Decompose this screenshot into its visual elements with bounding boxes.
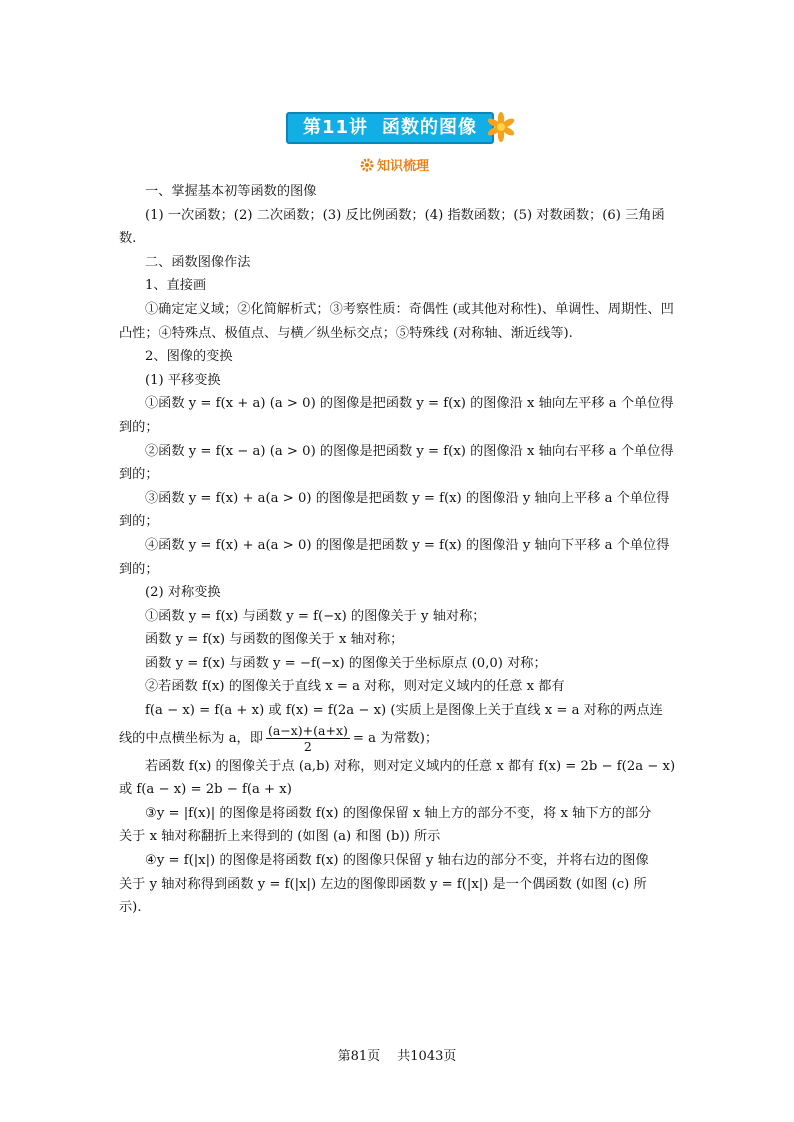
text-line: ①函数 y = f(x + a) (a > 0) 的图像是把函数 y = f(x) 的图像沿 x 轴向左平移 a 个单位得 (145, 396, 674, 412)
text-line: 到的； (119, 467, 159, 483)
text-line: 到的； (119, 561, 159, 577)
text-line: 示). (119, 900, 142, 916)
text-line: 凸性；④特殊点、极值点、与横／纵坐标交点；⑤特殊线 (对称轴、渐近线等). (119, 325, 573, 341)
text-line: ④y = f(|x|) 的图像是将函数 f(x) 的图像只保留 y 轴右边的部分不变，并将右边的图像 (145, 853, 649, 869)
text-line: (1) 一次函数；(2) 二次函数；(3) 反比例函数；(4) 指数函数；(5) 对数函数；(6) 三角函 (145, 207, 665, 223)
text-line: 2、图像的变换 (145, 349, 233, 365)
text-line: 到的； (119, 514, 159, 530)
flower-icon (486, 110, 516, 146)
text-fragment: = a 为常数)； (352, 730, 439, 746)
text-line: 关于 y 轴对称得到函数 y = f(|x|) 左边的图像即函数 y = f(|x|) 是一个偶函数 (如图 (c) 所 (119, 876, 647, 892)
content-body (119, 180, 679, 920)
lecture-title-banner (286, 110, 516, 146)
lecture-title-box (286, 112, 494, 144)
text-line: 函数 y = f(x) 与函数的图像关于 x 轴对称； (145, 632, 404, 648)
text-line: 若函数 f(x) 的图像关于点 (a,b) 对称，则对定义域内的任意 x 都有 f(x) = 2b − f(2a − x) (145, 758, 676, 774)
text-line: ①函数 y = f(x) 与函数 y = f(−x) 的图像关于 y 轴对称； (145, 608, 486, 624)
lecture-number: 第11讲 (302, 117, 369, 138)
page-footer: 第81页 共1043页 (337, 1049, 457, 1064)
text-line: ④函数 y = f(x) + a(a > 0) 的图像是把函数 y = f(x) 的图像沿 y 轴向下平移 a 个单位得 (145, 537, 670, 553)
text-line: f(a − x) = f(a + x) 或 f(x) = f(2a − x) (实质上是图像上关于直线 x = a 对称的两点连 (145, 703, 663, 719)
text-line: 数. (119, 231, 137, 247)
text-line: ①确定定义域；②化简解析式；③考察性质：奇偶性 (或其他对称性)、单调性、周期性、凹 (145, 301, 674, 317)
text-line: ②若函数 f(x) 的图像关于直线 x = a 对称，则对定义域内的任意 x 都有 (145, 679, 565, 695)
text-line: ③函数 y = f(x) + a(a > 0) 的图像是把函数 y = f(x) 的图像沿 y 轴向上平移 a 个单位得 (145, 490, 670, 506)
text-line: 关于 x 轴对称翻折上来得到的 (如图 (a) 和图 (b)) 所示 (119, 829, 441, 845)
text-line: 函数 y = f(x) 与函数 y = −f(−x) 的图像关于坐标原点 (0,0) 对称； (145, 655, 547, 671)
section-heading-text: 知识梳理 (377, 159, 430, 174)
text-line: 一、掌握基本初等函数的图像 (145, 184, 317, 199)
lecture-title: 函数的图像 (382, 117, 478, 138)
text-line: ②函数 y = f(x − a) (a > 0) 的图像是把函数 y = f(x) 的图像沿 x 轴向右平移 a 个单位得 (145, 443, 674, 459)
text-line: 二、函数图像作法 (145, 254, 251, 270)
text-line: ③y = |f(x)| 的图像是将函数 f(x) 的图像保留 x 轴上方的部分不变，将 x 轴下方的部分 (145, 805, 652, 821)
fraction-numerator: (a−x)+(a+x) (267, 722, 348, 738)
gear-icon (360, 158, 374, 172)
section-heading (360, 157, 429, 177)
fraction (266, 723, 350, 754)
fraction-denominator: 2 (303, 738, 312, 754)
text-line: (1) 平移变换 (145, 372, 221, 388)
text-line-with-fraction (119, 723, 679, 755)
text-line: (2) 对称变换 (145, 585, 221, 601)
text-line: 到的； (119, 419, 159, 435)
text-fragment: 线的中点横坐标为 a，即 (119, 730, 263, 746)
text-line: 1、直接画 (145, 278, 207, 294)
text-line: 或 f(a − x) = 2b − f(a + x) (119, 782, 292, 798)
